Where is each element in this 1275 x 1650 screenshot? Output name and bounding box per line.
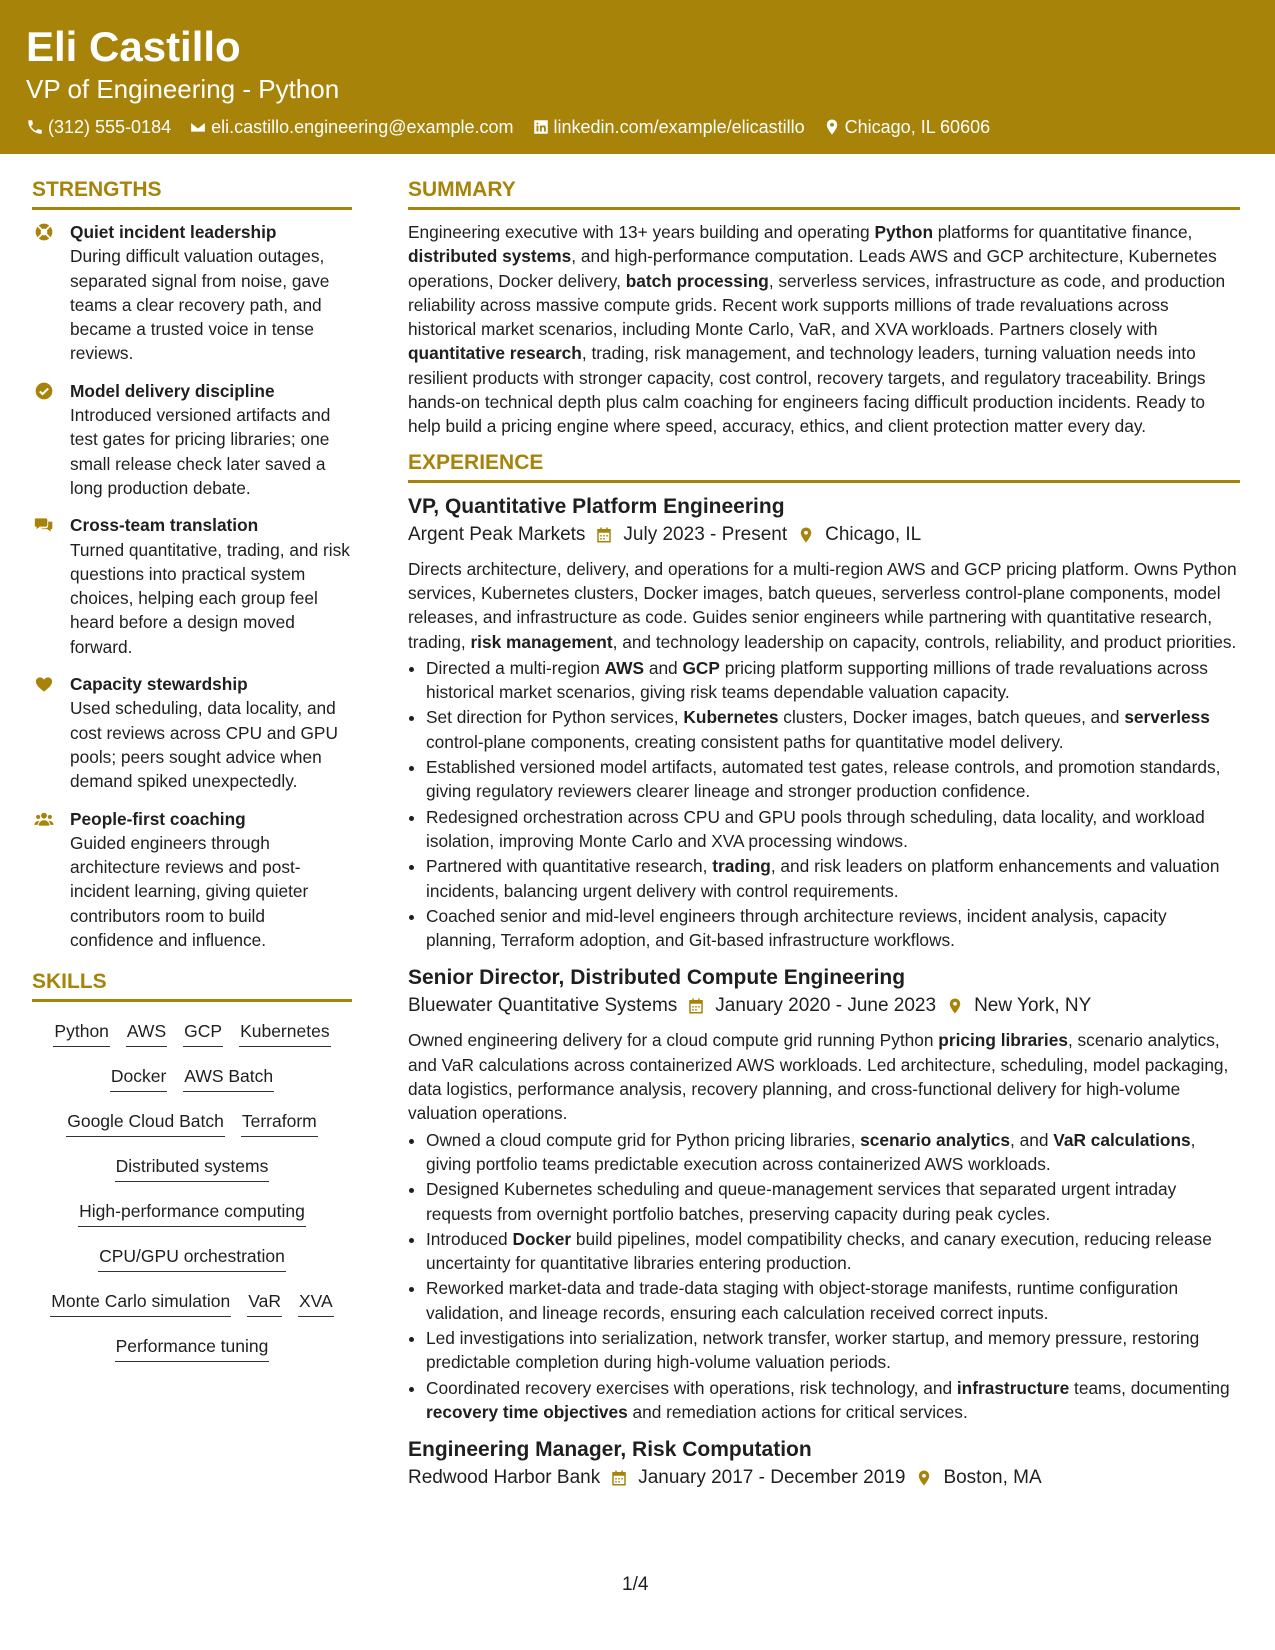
job-location-text: Boston, MA <box>943 1467 1042 1489</box>
job-title: Senior Director, Distributed Compute Engineering <box>408 966 906 990</box>
skills-row <box>32 1018 352 1063</box>
bold-text: AWS <box>604 657 645 678</box>
strength-title: People-first coaching <box>70 808 246 829</box>
check-circle-icon <box>34 381 54 401</box>
job-company: Argent Peak Markets <box>408 523 586 545</box>
job-location <box>915 1464 1041 1492</box>
bold-text: Docker <box>512 1228 572 1249</box>
strength-item <box>32 220 352 366</box>
text-run: Set direction for Python services, <box>426 707 684 728</box>
skill-tag: Google Cloud Batch <box>66 1108 225 1137</box>
contact-bar <box>26 114 990 140</box>
bold-text: GCP <box>682 657 720 678</box>
skill-tag: Docker <box>110 1063 167 1092</box>
job-company: Redwood Harbor Bank <box>408 1467 601 1489</box>
job-title: Engineering Manager, Risk Computation <box>408 1438 812 1462</box>
strength-item <box>32 513 352 659</box>
skills-row <box>32 1063 352 1108</box>
bold-text: serverless <box>1124 707 1210 728</box>
job-location-text: New York, NY <box>974 995 1092 1017</box>
comments-icon <box>34 515 54 535</box>
text-run: Owned engineering delivery for a cloud compute grid running Python <box>408 1030 939 1051</box>
skill-tag: VaR <box>247 1288 282 1317</box>
text-run: clusters, Docker images, batch queues, and <box>778 707 1125 728</box>
skill-tag: Performance tuning <box>115 1333 270 1362</box>
skills-row <box>32 1198 352 1243</box>
job-meta <box>408 521 1240 549</box>
experience-heading: EXPERIENCE <box>408 449 1240 483</box>
text-run: Reworked market-data and trade-data staging with object-storage manifests, runtime configuration validation, and lineage records, ensuring each calculation received correct inputs. <box>426 1278 1179 1323</box>
strength-title: Quiet incident leadership <box>70 222 277 242</box>
strength-title: Cross-team translation <box>70 515 259 536</box>
text-run: Partnered with quantitative research, <box>426 856 713 877</box>
job-entry <box>408 1436 1240 1492</box>
strength-text: Guided engineers through architecture reviews and post-incident learning, giving quieter contributors room to build confidence and influence. <box>70 832 309 951</box>
text-run: , and high-performance computation. Leads AWS and GCP architecture, Kubernetes operations, Docker delivery, <box>408 246 1217 291</box>
job-bullet <box>426 904 1240 953</box>
contact-email[interactable] <box>189 114 513 140</box>
summary-text <box>408 220 1240 439</box>
text-run: , and <box>1010 1129 1054 1150</box>
job-bullet <box>426 1376 1240 1425</box>
skills-row <box>32 1108 352 1153</box>
bold-text: infrastructure <box>956 1377 1070 1398</box>
text-run: and <box>644 657 683 678</box>
strength-item <box>32 672 352 793</box>
text-run: , and risk leaders on platform enhancements and valuation incidents, balancing urgent delivery with control requirements. <box>426 856 1220 901</box>
experience-list <box>408 493 1240 1493</box>
job-bullets <box>408 1128 1240 1425</box>
map-marker-icon <box>946 997 964 1015</box>
skill-tag: Terraform <box>241 1108 318 1137</box>
map-marker-icon <box>915 1469 933 1487</box>
skills-row <box>32 1153 352 1198</box>
text-run: Directed a multi-region <box>426 657 605 678</box>
text-run: , trading, risk management, and technology leaders, turning valuation needs into resilient products with stronger capacity, cost control, recovery targets, and regulatory traceability. Brings hands-on technical depth plus calm coaching for engineers facing difficult production incidents. Ready to help build a pricing engine where speed, accuracy, ethics, and client protection matter every day. <box>408 343 1206 437</box>
text-run: Owned a cloud compute grid for Python pricing libraries, <box>426 1129 861 1150</box>
text-run: Coached senior and mid-level engineers through architecture reviews, incident analysis, capacity planning, Terraform adoption, and Git-based infrastructure workflows. <box>426 905 1167 951</box>
job-dates <box>595 521 787 549</box>
skill-tag: AWS <box>126 1018 167 1047</box>
resume-header <box>0 0 1275 154</box>
bold-text: recovery time objectives <box>426 1401 628 1422</box>
text-run: Directs architecture, delivery, and operations for a multi-region AWS and GCP pricing platform. Owns Python services, Kubernetes clusters, Docker images, batch queues, serverless control-plane components, model releases, and infrastructure as code. Guides senior engineers while partnering with quantitative research, trading, <box>408 558 1237 652</box>
text-run: Coordinated recovery exercises with operations, risk technology, and <box>426 1377 957 1398</box>
email-text: eli.castillo.engineering@example.com <box>211 117 514 137</box>
contact-linkedin[interactable] <box>532 114 805 140</box>
contact-phone[interactable] <box>26 114 171 140</box>
left-column <box>32 176 352 1378</box>
right-column <box>408 176 1240 1500</box>
text-run: Designed Kubernetes scheduling and queue-management services that separated urgent intraday requests from overnight portfolio batches, preserving capacity during peak cycles. <box>426 1179 1177 1224</box>
text-run: pricing platform supporting millions of trade revaluations across historical market scenarios, giving risk teams dependable valuation capacity. <box>426 657 1208 703</box>
calendar-icon <box>595 526 613 544</box>
job-company: Bluewater Quantitative Systems <box>408 995 678 1017</box>
skills-list <box>32 1012 352 1378</box>
job-description <box>408 1028 1240 1125</box>
text-run: , and technology leadership on capacity, controls, reliability, and product priorities. <box>612 631 1237 652</box>
job-meta <box>408 1464 1240 1492</box>
skill-tag: GCP <box>183 1018 223 1047</box>
bold-text: quantitative research <box>408 343 582 364</box>
text-run: Engineering executive with 13+ years building and operating <box>408 222 875 242</box>
job-bullets <box>408 656 1240 953</box>
bold-text: risk management <box>470 631 613 652</box>
job-location <box>946 992 1091 1020</box>
job-description <box>408 557 1240 654</box>
phone-text: (312) 555-0184 <box>48 117 172 137</box>
skill-tag: XVA <box>298 1288 334 1317</box>
page-number: 1/4 <box>622 1574 649 1595</box>
text-run: , scenario analytics, and VaR calculations across containerized AWS workloads. Led architecture, scheduling, model packaging, data logistics, performance analysis, recovery planning, and cross-functional delivery for high-volume valuation operations. <box>408 1030 1229 1124</box>
text-run: and remediation actions for critical services. <box>627 1401 968 1422</box>
job-dates <box>610 1464 905 1492</box>
job-title: VP, Quantitative Platform Engineering <box>408 494 785 518</box>
job-entry <box>408 493 1240 953</box>
skill-tag: Distributed systems <box>115 1153 270 1182</box>
text-run: Established versioned model artifacts, automated test gates, release controls, and promotion standards, giving regulatory reviewers clearer lineage and stronger production confidence. <box>426 757 1221 802</box>
strength-title: Model delivery discipline <box>70 380 275 401</box>
job-bullet <box>426 805 1240 854</box>
skills-row <box>32 1333 352 1378</box>
skill-tag: High-performance computing <box>78 1198 306 1227</box>
job-meta <box>408 992 1240 1020</box>
job-location <box>797 521 921 549</box>
strength-text: Turned quantitative, trading, and risk questions into practical system choices, helping each group feel heard before a design moved forward. <box>70 539 350 657</box>
bold-text: scenario analytics <box>860 1129 1011 1150</box>
linkedin-icon <box>532 118 550 136</box>
users-icon <box>34 809 54 829</box>
bold-text: VaR calculations <box>1053 1129 1191 1150</box>
text-run: Introduced <box>426 1228 513 1249</box>
calendar-icon <box>610 1469 628 1487</box>
skills-row <box>32 1288 352 1333</box>
job-entry <box>408 964 1240 1424</box>
skills-row <box>32 1243 352 1288</box>
text-run: platforms for quantitative finance, <box>933 222 1193 242</box>
strength-text: During difficult valuation outages, separated signal from noise, gave teams a clear recovery path, and became a trusted voice in tense reviews. <box>70 246 330 364</box>
job-dates-text: July 2023 - Present <box>623 523 788 545</box>
skills-heading: SKILLS <box>32 968 352 1002</box>
strength-item <box>32 379 352 500</box>
text-run: control-plane components, creating consistent paths for quantitative model delivery. <box>426 731 1064 752</box>
strength-text: Used scheduling, data locality, and cost reviews across CPU and GPU pools; peers sought advice when demand spiked unexpectedly. <box>70 698 338 792</box>
job-dates-text: January 2017 - December 2019 <box>638 1467 906 1489</box>
location-text: Chicago, IL 60606 <box>844 117 991 137</box>
text-run: build pipelines, model compatibility checks, and canary execution, reducing release uncertainty for quantitative libraries entering production. <box>426 1228 1212 1274</box>
job-bullet <box>426 1276 1240 1325</box>
strengths-list <box>32 220 352 952</box>
bold-text: Kubernetes <box>683 707 779 728</box>
text-run: Led investigations into serialization, network transfer, worker startup, and memory pressure, restoring predictable completion during high-volume valuation periods. <box>426 1327 1200 1373</box>
strength-text: Introduced versioned artifacts and test gates for pricing libraries; one small release check later saved a long production debate. <box>70 405 331 498</box>
job-dates <box>687 992 936 1020</box>
bold-text: batch processing <box>625 270 769 291</box>
bold-text: Python <box>874 222 933 242</box>
phone-icon <box>26 118 44 136</box>
heart-icon <box>34 674 54 694</box>
job-bullet <box>426 1177 1240 1226</box>
strength-title: Capacity stewardship <box>70 674 248 695</box>
map-marker-icon <box>823 118 841 136</box>
summary-heading: SUMMARY <box>408 176 1240 210</box>
calendar-icon <box>687 997 705 1015</box>
linkedin-text: linkedin.com/example/elicastillo <box>553 117 805 137</box>
text-run: , serverless services, infrastructure as code, and production reliability across massive compute grids. Recent work supports millions of trade revaluations across historical market scenarios, including Monte Carlo, VaR, and XVA workloads. Partners closely with <box>408 270 1226 340</box>
skill-tag: Monte Carlo simulation <box>50 1288 231 1317</box>
job-bullet <box>426 1128 1240 1177</box>
candidate-name: Eli Castillo <box>26 23 241 70</box>
job-bullet <box>426 854 1240 903</box>
job-location-text: Chicago, IL <box>825 523 922 545</box>
strength-item <box>32 807 352 953</box>
skill-tag: CPU/GPU orchestration <box>98 1243 286 1272</box>
bold-text: trading <box>712 856 771 877</box>
bold-text: distributed systems <box>408 246 572 267</box>
bold-text: pricing libraries <box>938 1030 1068 1051</box>
candidate-role: VP of Engineering - Python <box>26 74 340 104</box>
lifebuoy-icon <box>34 222 54 242</box>
map-marker-icon <box>797 526 815 544</box>
text-run: , giving portfolio teams predictable execution across containerized AWS workloads. <box>426 1129 1196 1174</box>
job-bullet <box>426 656 1240 705</box>
skill-tag: Kubernetes <box>239 1018 331 1047</box>
job-bullet <box>426 1326 1240 1375</box>
job-dates-text: January 2020 - June 2023 <box>715 995 937 1017</box>
text-run: Redesigned orchestration across CPU and GPU pools through scheduling, data locality, and workload isolation, improving Monte Carlo and XVA processing windows. <box>426 806 1205 851</box>
strengths-heading: STRENGTHS <box>32 176 352 210</box>
job-bullet <box>426 755 1240 804</box>
job-bullet <box>426 1227 1240 1276</box>
skill-tag: AWS Batch <box>183 1063 274 1092</box>
envelope-icon <box>189 118 207 136</box>
job-bullet <box>426 705 1240 754</box>
skill-tag: Python <box>53 1018 109 1047</box>
contact-location <box>823 114 990 140</box>
text-run: teams, documenting <box>1069 1377 1230 1398</box>
